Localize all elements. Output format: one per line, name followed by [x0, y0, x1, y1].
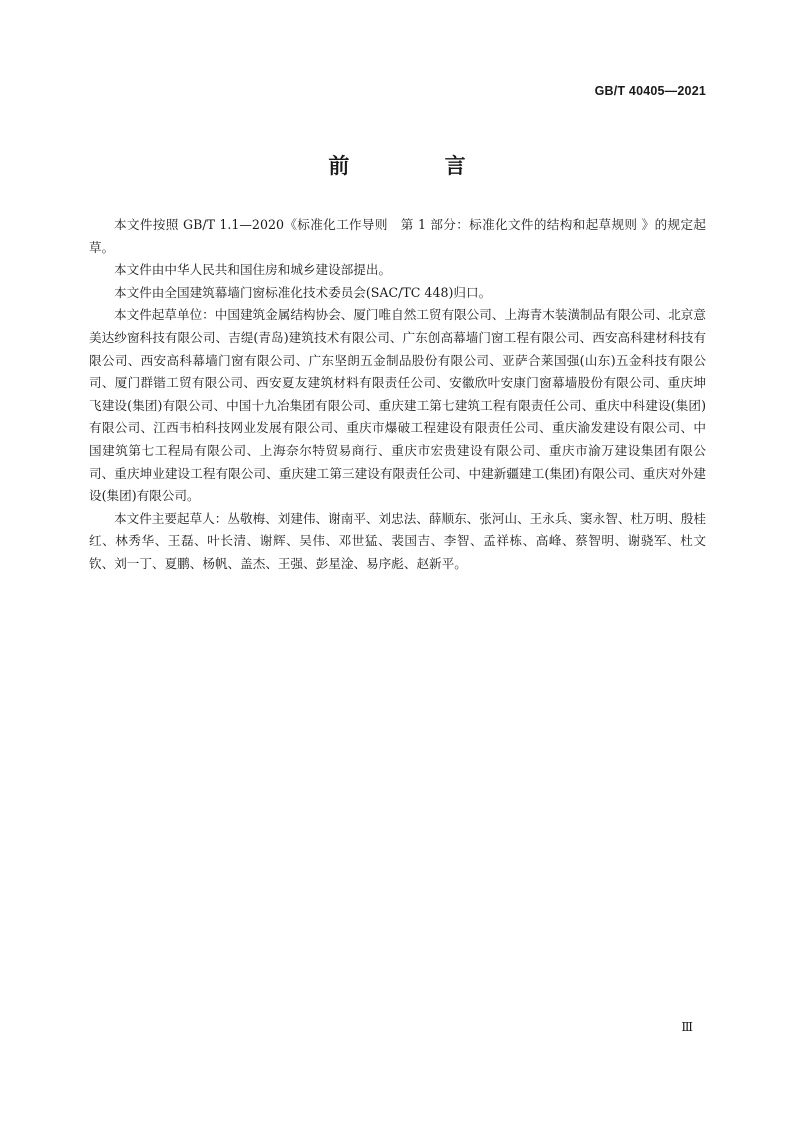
page-title: 前 言	[328, 154, 510, 178]
paragraph-technical-committee: 本文件由全国建筑幕墙门窗标准化技术委员会(SAC/TC 448)归口。	[114, 284, 492, 300]
page-number: Ⅲ	[681, 1020, 693, 1034]
paragraph-proposer: 本文件由中华人民共和国住房和城乡建设部提出。	[114, 262, 392, 278]
paragraph-drafting-rules: 本文件按照 GB/T 1.1—2020《标准化工作导则 第 1 部分：标准化文件的结构和起草规则 》的规定起草。	[89, 217, 706, 255]
paragraph-drafting-units: 本文件起草单位：中国建筑金属结构协会、厦门唯自然工贸有限公司、上海青木装潢制品有限公司、北京意美达纱窗科技有限公司、吉缇(青岛)建筑技术有限公司、广东创高幕墙门窗工程有限公司、西安高科建材科技有限公司、西安高科幕墙门窗有限公司、广东坚朗五金制品股份有限公司、亚萨合莱国强(山东)五金科技有限公司、厦门群锴工贸有限公司、西安夏友建筑材料有限责任公司、安徽欣叶安康门窗幕墙股份有限公司、重庆坤飞建设(集团)有限公司、中国十九冶集团有限公司、重庆建工第七建筑工程有限责任公司、重庆中科建设(集团)有限公司、江西韦柏科技网业发展有限公司、重庆市爆破工程建设有限责任公司、重庆渝发建设有限公司、中国建筑第七工程局有限公司、上海奈尔特贸易商行、重庆市宏贵建设有限公司、重庆市渝万建设集团有限公司、重庆坤业建设工程有限公司、重庆建工第三建设有限责任公司、中建新疆建工(集团)有限公司、重庆对外建设(集团)有限公司。	[89, 307, 706, 504]
foreword-body	[89, 214, 706, 576]
standard-code: GB/T 40405—2021	[594, 84, 706, 98]
paragraph-main-drafters: 本文件主要起草人：丛敬梅、刘建伟、谢南平、刘忠法、薛顺东、张河山、王永兵、窦永智、杜万明、殷桂红、林秀华、王磊、叶长清、谢辉、吴伟、邓世猛、裴国吉、李智、孟祥栋、高峰、蔡智明、谢骁军、杜文钦、刘一丁、夏鹏、杨帆、盖杰、王强、彭星淦、易序彪、赵新平。	[89, 510, 706, 571]
